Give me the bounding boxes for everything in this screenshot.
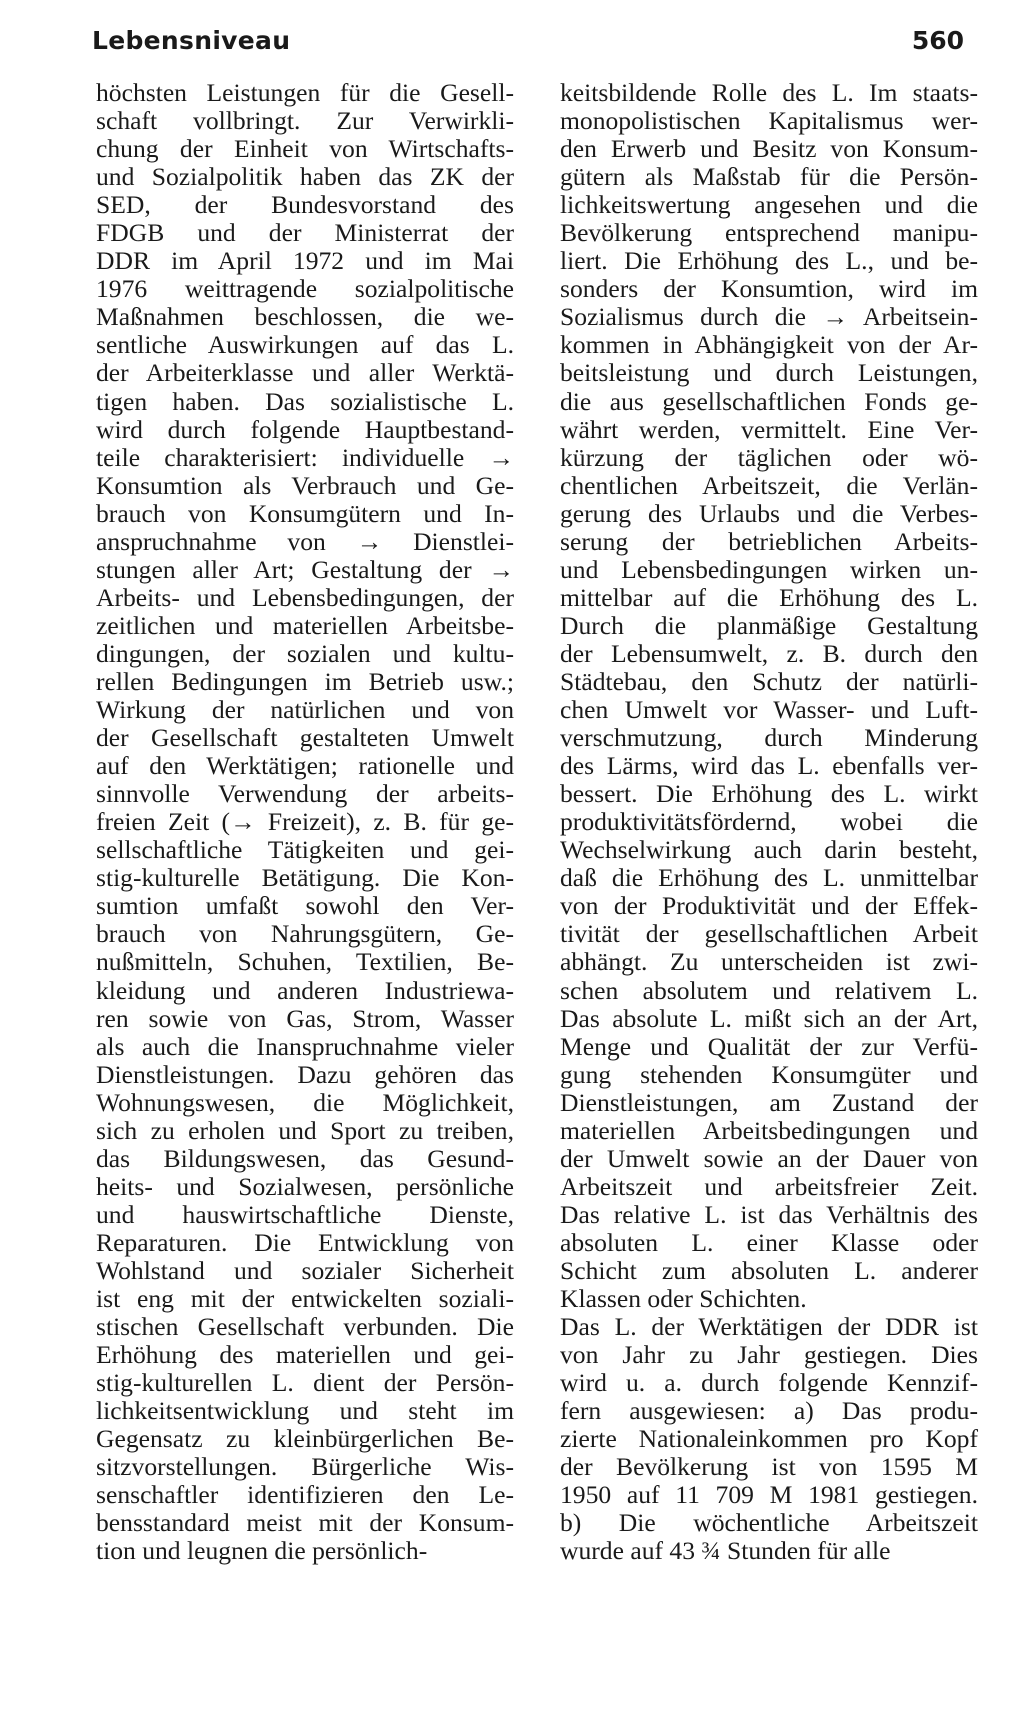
text-line: gung stehenden Konsumgüter und xyxy=(560,1059,978,1089)
text-line: Erhöhung des materiellen und gei- xyxy=(96,1340,514,1370)
text-line: nußmitteln, Schuhen, Textilien, Be- xyxy=(96,947,514,977)
text-line: senschaftler identifizieren den Le- xyxy=(96,1480,514,1510)
text-column-right xyxy=(560,79,978,1565)
text-line: schen absolutem und relativem L. xyxy=(560,975,978,1005)
text-line: rellen Bedingungen im Betrieb usw.; xyxy=(96,666,514,696)
page-header xyxy=(92,26,964,66)
text-line: wird durch folgende Hauptbestand- xyxy=(96,414,514,444)
text-line: daß die Erhöhung des L. unmittelbar xyxy=(560,863,978,893)
text-line: absoluten L. einer Klasse oder xyxy=(560,1227,978,1257)
text-line: materiellen Arbeitsbedingungen und xyxy=(560,1115,978,1145)
text-line: wurde auf 43 ¾ Stunden für alle xyxy=(560,1536,891,1566)
text-line: teile charakterisiert: individuelle → xyxy=(96,442,514,472)
text-line: zierte Nationaleinkommen pro Kopf xyxy=(560,1424,978,1454)
text-line: den Erwerb und Besitz von Konsum- xyxy=(560,134,978,164)
text-line: der Umwelt sowie an der Dauer von xyxy=(560,1143,978,1173)
text-line: brauch von Konsumgütern und In- xyxy=(96,498,514,528)
text-line: stischen Gesellschaft verbunden. Die xyxy=(96,1312,514,1342)
text-line: Schicht zum absoluten L. anderer xyxy=(560,1255,978,1285)
text-line: anspruchnahme von → Dienstlei- xyxy=(96,526,514,556)
text-line: Dienstleistungen, am Zustand der xyxy=(560,1087,978,1117)
text-line: abhängt. Zu unterscheiden ist zwi- xyxy=(560,947,978,977)
text-line: und hauswirtschaftliche Dienste, xyxy=(96,1199,514,1229)
text-line: Wechselwirkung auch darin besteht, xyxy=(560,835,978,865)
text-line: sentliche Auswirkungen auf das L. xyxy=(96,330,514,360)
text-line: währt werden, vermittelt. Eine Ver- xyxy=(560,414,978,444)
text-line: Reparaturen. Die Entwicklung von xyxy=(96,1227,514,1257)
text-line: Dienstleistungen. Dazu gehören das xyxy=(96,1059,514,1089)
text-line: kleidung und anderen Industriewa- xyxy=(96,975,514,1005)
text-line: von der Produktivität und der Effek- xyxy=(560,891,978,921)
text-line: tivität der gesellschaftlichen Arbeit xyxy=(560,919,978,949)
text-line: tion und leugnen die persönlich- xyxy=(96,1536,428,1566)
text-line: das Bildungswesen, das Gesund- xyxy=(96,1143,514,1173)
page-number: 560 xyxy=(911,26,964,55)
text-line: Wohlstand und sozialer Sicherheit xyxy=(96,1255,514,1285)
text-line: des Lärms, wird das L. ebenfalls ver- xyxy=(560,751,978,781)
text-line: Städtebau, den Schutz der natürli- xyxy=(560,666,978,696)
text-line: sinnvolle Verwendung der arbeits- xyxy=(96,779,514,809)
text-line: Durch die planmäßige Gestaltung xyxy=(560,610,978,640)
text-line: Sozialismus durch die → Arbeitsein- xyxy=(560,302,978,332)
text-line: höchsten Leistungen für die Gesell- xyxy=(96,78,514,107)
text-line: beitsleistung und durch Leistungen, xyxy=(560,358,978,388)
text-line: ist eng mit der entwickelten soziali- xyxy=(96,1284,514,1314)
text-line: Konsumtion als Verbrauch und Ge- xyxy=(96,470,514,500)
text-line: von Jahr zu Jahr gestiegen. Dies xyxy=(560,1340,978,1370)
text-line: Das absolute L. mißt sich an der Art, xyxy=(560,1003,978,1033)
text-line: keitsbildende Rolle des L. Im staats- xyxy=(560,78,978,107)
text-column-left xyxy=(96,79,514,1565)
text-line: Gegensatz zu kleinbürgerlichen Be- xyxy=(96,1424,514,1454)
text-line: SED, der Bundesvorstand des xyxy=(96,190,514,220)
text-line: produktivitätsfördernd, wobei die xyxy=(560,807,978,837)
text-line: freien Zeit (→ Freizeit), z. B. für ge- xyxy=(96,807,514,837)
text-line: ren sowie von Gas, Strom, Wasser xyxy=(96,1003,514,1033)
text-line: mittelbar auf die Erhöhung des L. xyxy=(560,582,978,612)
text-line: und Sozialpolitik haben das ZK der xyxy=(96,162,514,192)
text-line: Klassen oder Schichten. xyxy=(560,1284,807,1314)
text-line: sich zu erholen und Sport zu treiben, xyxy=(96,1115,514,1145)
text-line: als auch die Inanspruchnahme vieler xyxy=(96,1031,514,1061)
text-line: Wohnungswesen, die Möglichkeit, xyxy=(96,1087,514,1117)
text-line: DDR im April 1972 und im Mai xyxy=(96,246,514,276)
text-line: Menge und Qualität der zur Verfü- xyxy=(560,1031,978,1061)
text-line: und Lebensbedingungen wirken un- xyxy=(560,554,978,584)
text-line: kürzung der täglichen oder wö- xyxy=(560,442,978,472)
text-line: wird u. a. durch folgende Kennzif- xyxy=(560,1368,978,1398)
text-line: auf den Werktätigen; rationelle und xyxy=(96,751,514,781)
text-line: dingungen, der sozialen und kultu- xyxy=(96,638,514,668)
text-line: stig-kulturellen L. dient der Persön- xyxy=(96,1368,514,1398)
text-line: sumtion umfaßt sowohl den Ver- xyxy=(96,891,514,921)
text-line: chung der Einheit von Wirtschafts- xyxy=(96,134,514,164)
text-line: bensstandard meist mit der Konsum- xyxy=(96,1508,514,1538)
text-line: b) Die wöchentliche Arbeitszeit xyxy=(560,1508,978,1538)
text-line: fern ausgewiesen: a) Das produ- xyxy=(560,1396,978,1426)
text-line: lichkeitswertung angesehen und die xyxy=(560,190,978,220)
text-line: 1950 auf 11 709 M 1981 gestiegen. xyxy=(560,1480,978,1510)
text-line: chen Umwelt vor Wasser- und Luft- xyxy=(560,695,978,725)
text-line: Maßnahmen beschlossen, die we- xyxy=(96,302,514,332)
text-line: FDGB und der Ministerrat der xyxy=(96,218,514,248)
running-head: Lebensniveau xyxy=(92,26,291,55)
text-line: der Arbeiterklasse und aller Werktä- xyxy=(96,358,514,388)
text-line: lichkeitsentwicklung und steht im xyxy=(96,1396,514,1426)
text-line: gütern als Maßstab für die Persön- xyxy=(560,162,978,192)
text-line: Das L. der Werktätigen der DDR ist xyxy=(560,1312,978,1342)
text-line: die aus gesellschaftlichen Fonds ge- xyxy=(560,386,978,416)
text-line: heits- und Sozialwesen, persönliche xyxy=(96,1171,514,1201)
text-line: verschmutzung, durch Minderung xyxy=(560,723,978,753)
text-line: tigen haben. Das sozialistische L. xyxy=(96,386,514,416)
text-line: 1976 weittragende sozialpolitische xyxy=(96,274,514,304)
text-line: chentlichen Arbeitszeit, die Verlän- xyxy=(560,470,978,500)
text-line: gerung des Urlaubs und die Verbes- xyxy=(560,498,978,528)
text-line: stig-kulturelle Betätigung. Die Kon- xyxy=(96,863,514,893)
text-line: der Bevölkerung ist von 1595 M xyxy=(560,1452,978,1482)
text-line: sitzvorstellungen. Bürgerliche Wis- xyxy=(96,1452,514,1482)
text-line: sellschaftliche Tätigkeiten und gei- xyxy=(96,835,514,865)
text-line: stungen aller Art; Gestaltung der → xyxy=(96,554,514,584)
text-line: Bevölkerung entsprechend manipu- xyxy=(560,218,978,248)
text-line: Arbeits- und Lebensbedingungen, der xyxy=(96,582,514,612)
text-line: Das relative L. ist das Verhältnis des xyxy=(560,1199,978,1229)
text-line: liert. Die Erhöhung des L., und be- xyxy=(560,246,978,276)
text-line: der Gesellschaft gestalteten Umwelt xyxy=(96,723,514,753)
text-line: der Lebensumwelt, z. B. durch den xyxy=(560,638,978,668)
text-line: sonders der Konsumtion, wird im xyxy=(560,274,978,304)
text-line: kommen in Abhängigkeit von der Ar- xyxy=(560,330,978,360)
text-line: Arbeitszeit und arbeitsfreier Zeit. xyxy=(560,1171,978,1201)
text-line: zeitlichen und materiellen Arbeitsbe- xyxy=(96,610,514,640)
text-line: monopolistischen Kapitalismus wer- xyxy=(560,106,978,136)
text-line: bessert. Die Erhöhung des L. wirkt xyxy=(560,779,978,809)
text-line: serung der betrieblichen Arbeits- xyxy=(560,526,978,556)
text-line: brauch von Nahrungsgütern, Ge- xyxy=(96,919,514,949)
text-line: schaft vollbringt. Zur Verwirkli- xyxy=(96,106,514,136)
text-line: Wirkung der natürlichen und von xyxy=(96,695,514,725)
